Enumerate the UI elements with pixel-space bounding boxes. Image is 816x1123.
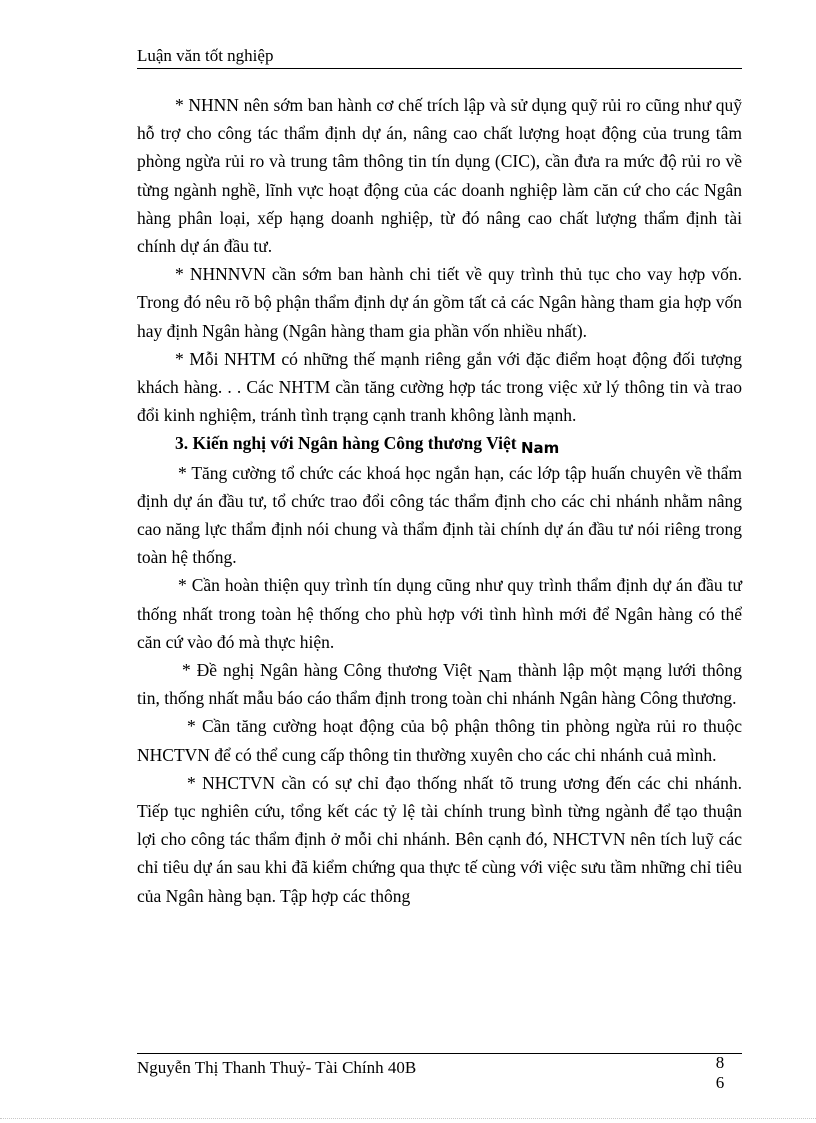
page-number-digit-1: 8: [715, 1053, 725, 1072]
paragraph-1: * NHNN nên sớm ban hành cơ chế trích lập và sử dụng quỹ rủi ro cũng như quỹ hỗ trợ cho công tác thẩm định dự án, nâng cao chất lượng hoạt động của trung tâm phòng ngừa rủi ro và trung tâm thông tin tín dụng (CIC), cần đưa ra mức độ rủi ro về từng ngành nghề, lĩnh vực hoạt động của các doanh nghiệp làm căn cứ cho các Ngân hàng phân loại, xếp hạng doanh nghiệp, từ đó nâng cao chất lượng thẩm định tài chính dự án đầu tư.: [137, 95, 742, 257]
paragraph-2: * NHNNVN cần sớm ban hành chi tiết về quy trình thủ tục cho vay hợp vốn. Trong đó nêu rõ bộ phận thẩm định dự án gồm tất cả các Ngân hàng tham gia hợp vốn hay định Ngân hàng (Ngân hàng tham gia phần vốn nhiều nhất).: [137, 264, 742, 341]
page-number: [713, 1053, 727, 1093]
paragraph-5: * Cần hoàn thiện quy trình tín dụng cũng như quy trình thẩm định dự án đầu tư thống nhất trong toàn hệ thống cho phù hợp với tình hình mới để Ngân hàng có thể căn cứ vào đó mà thực hiện.: [137, 575, 742, 652]
footer-divider: [137, 1053, 742, 1054]
paragraph-6-start: * Đề nghị Ngân hàng Công thương Việt: [182, 660, 478, 681]
paragraph-6-subscript: Nam: [477, 666, 512, 687]
running-header: Luận văn tốt nghiệp: [137, 46, 274, 65]
paragraph-7: * Cần tăng cường hoạt động của bộ phận thông tin phòng ngừa rủi ro thuộc NHCTVN để có thể cung cấp thông tin thường xuyên cho các chi nhánh cuả mình.: [137, 716, 742, 765]
page-number-digit-2: 6: [715, 1073, 725, 1092]
paragraph-6-end: thành lập một mạng lưới thông tin, thống nhất mẫu báo cáo thẩm định trong toàn chi nhánh Ngân hàng Công thương.: [137, 660, 743, 709]
document-body: [137, 91, 742, 910]
page-edge-divider: [0, 1118, 816, 1119]
footer-author: Nguyễn Thị Thanh Thuỷ- Tài Chính 40B: [137, 1058, 417, 1077]
paragraph-3: * Mỗi NHTM có những thế mạnh riêng gắn với đặc điểm hoạt động đối tượng khách hàng. . . Các NHTM cần tăng cường hợp tác trong việc xử lý thông tin và trao đổi kinh nghiệm, tránh tình trạng cạnh tranh không lành mạnh.: [137, 348, 742, 426]
section-heading-subscript: Nam: [520, 439, 560, 458]
section-heading: [137, 429, 742, 458]
paragraph-6: [137, 656, 742, 712]
header-divider: [137, 68, 742, 69]
section-heading-text: 3. Kiến nghị với Ngân hàng Công thương Việt: [175, 433, 521, 454]
paragraph-8: * NHCTVN cần có sự chỉ đạo thống nhất tõ trung ương đến các chi nhánh. Tiếp tục nghiên cứu, tổng kết các tỷ lệ tài chính trung bình từng ngành để tạo thuận lợi cho công tác thẩm định ở mỗi chi nhánh. Bên cạnh đó, NHCTVN nên tích luỹ các chỉ tiêu dự án sau khi đã kiểm chứng qua thực tế cùng với việc sưu tầm những chỉ tiêu của Ngân hàng bạn. Tập hợp các thông: [137, 772, 742, 906]
paragraph-4: * Tăng cường tổ chức các khoá học ngắn hạn, các lớp tập huấn chuyên về thẩm định dự án đầu tư, tổ chức trao đổi công tác thẩm định cho các chi nhánh nhằm nâng cao năng lực thẩm định nói chung và thẩm định tài chính dự án đầu tư nói riêng trong toàn hệ thống.: [137, 462, 742, 568]
